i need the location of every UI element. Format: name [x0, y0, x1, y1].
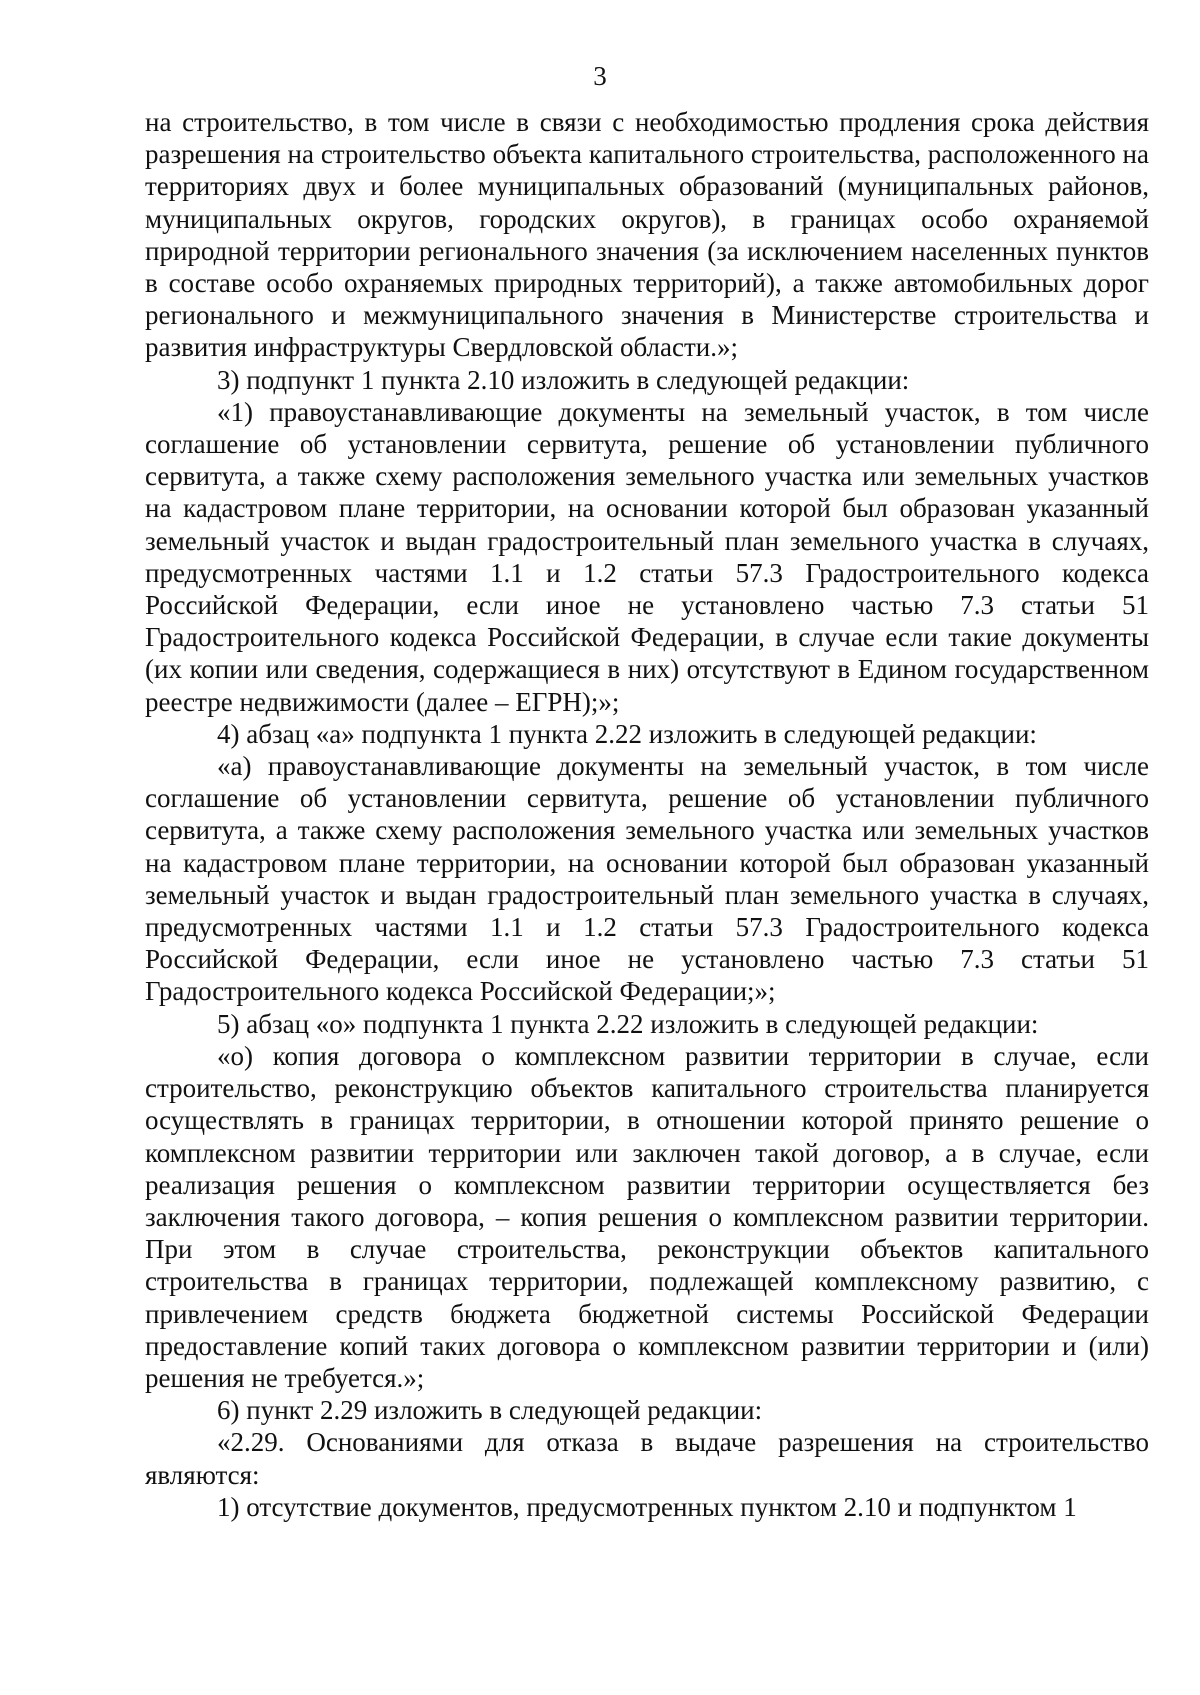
paragraph-continuation: на строительство, в том числе в связи с необходимостью продления срока действия разрешения на строительство объекта капитального строительства, расположенного на территориях двух и более муниципальных образований (муниципальных районов, муниципальных округов, городских округов), в границах особо охраняемой природной территории регионального значения (за исключением населенных пунктов в составе особо охраняемых природных территорий), а также автомобильных дорог регионального и межмуниципального значения в Министерстве строительства и развития инфраструктуры Свердловской области.»;	[145, 107, 1149, 363]
paragraph-item-5: 5) абзац «о» подпункта 1 пункта 2.22 изложить в следующей редакции:	[217, 1008, 1039, 1039]
paragraph-item-6: 6) пункт 2.29 изложить в следующей редакции:	[217, 1395, 763, 1426]
document-body	[145, 106, 1149, 1523]
paragraph-quote-a: «а) правоустанавливающие документы на земельный участок, в том числе соглашение об установлении сервитута, решение об установлении публичного сервитута, а также схему расположения земельного участка или земельных участков на кадастровом плане территории, на основании которой был образован указанный земельный участок и выдан градостроительный план земельного участка в случаях, предусмотренных частями 1.1 и 1.2 статьи 57.3 Градостроительного кодекса Российской Федерации, если иное не установлено частью 7.3 статьи 51 Градостроительного кодекса Российской Федерации;»;	[145, 751, 1149, 1007]
paragraph-item-4: 4) абзац «а» подпункта 1 пункта 2.22 изложить в следующей редакции:	[217, 718, 1037, 749]
paragraph-quote-2-29: «2.29. Основаниями для отказа в выдаче разрешения на строительство являются:	[145, 1427, 1149, 1490]
paragraph-item-3: 3) подпункт 1 пункта 2.10 изложить в следующей редакции:	[217, 364, 910, 395]
paragraph-quote-1: «1) правоустанавливающие документы на земельный участок, в том числе соглашение об установлении сервитута, решение об установлении публичного сервитута, а также схему расположения земельного участка или земельных участков на кадастровом плане территории, на основании которой был образован указанный земельный участок и выдан градостроительный план земельного участка в случаях, предусмотренных частями 1.1 и 1.2 статьи 57.3 Градостроительного кодекса Российской Федерации, если иное не установлено частью 7.3 статьи 51 Градостроительного кодекса Российской Федерации, в случае если такие документы (их копии или сведения, содержащиеся в них) отсутствуют в Едином государственном реестре недвижимости (далее – ЕГРН);»;	[145, 396, 1149, 717]
page-number: 3	[593, 61, 607, 91]
paragraph-quote-o: «о) копия договора о комплексном развитии территории в случае, если строительство, реконструкцию объектов капитального строительства планируется осуществлять в границах территории, в отношении которой принято решение о комплексном развитии территории или заключен такой договор, а в случае, если реализация решения о комплексном развитии территории осуществляется без заключения такого договора, – копия решения о комплексном развитии территории. При этом в случае строительства, реконструкции объектов капитального строительства в границах территории, подлежащей комплексному развитию, с привлечением средств бюджета бюджетной системы Российской Федерации предоставление копий таких договора о комплексном развитии территории и (или) решения не требуется.»;	[145, 1040, 1149, 1393]
paragraph-subitem-1: 1) отсутствие документов, предусмотренных пунктом 2.10 и подпунктом 1	[217, 1491, 1077, 1522]
